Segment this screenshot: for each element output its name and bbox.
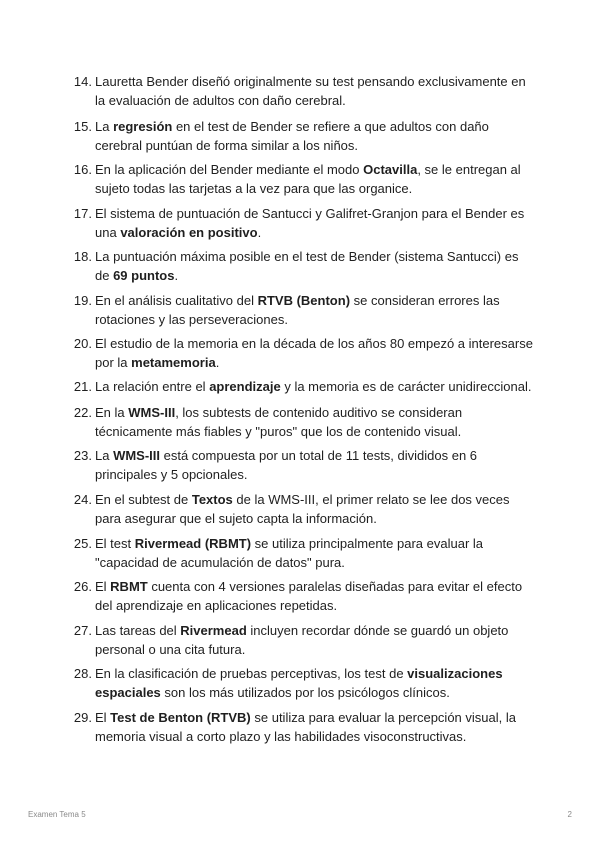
bold-term: WMS-III: [128, 405, 176, 420]
bold-term: RBMT: [110, 579, 148, 594]
question-text: [95, 117, 535, 155]
text-segment: El: [95, 710, 111, 725]
text-segment: , los subtests de contenido auditivo se consideran técnicamente más fiables y "puros" que los de contenido visual.: [95, 405, 463, 439]
question-number: 27.: [73, 623, 92, 638]
question-text: [95, 490, 535, 528]
bold-term: aprendizaje: [209, 379, 281, 394]
bold-term: valoración en positivo: [120, 225, 258, 240]
text-segment: En el análisis cualitativo del: [95, 293, 258, 308]
bold-term: 69 puntos: [113, 268, 175, 283]
text-segment: El: [95, 579, 111, 594]
text-segment: En el subtest de: [95, 492, 192, 507]
question-number: 20.: [73, 336, 92, 351]
bold-term: metamemoria: [131, 355, 216, 370]
question-number: 16.: [73, 162, 92, 177]
question-text: [95, 446, 535, 484]
text-segment: cuenta con 4 versiones paralelas diseñadas para evitar el efecto del aprendizaje en aplicaciones repetidas.: [95, 579, 523, 613]
footer-title: Examen Tema 5: [28, 810, 86, 819]
question-number: 28.: [73, 666, 92, 681]
question-number: 18.: [73, 249, 92, 264]
question-text: [95, 247, 535, 285]
text-segment: En la: [95, 405, 129, 420]
bold-term: Octavilla: [363, 162, 418, 177]
question-number: 29.: [73, 710, 92, 725]
bold-term: RTVB (Benton): [257, 293, 351, 308]
text-segment: y la memoria es de carácter unidireccional.: [280, 379, 532, 394]
text-segment: Las tareas del: [95, 623, 181, 638]
question-text: [95, 72, 535, 110]
text-segment: se utiliza para evaluar la percepción visual, la memoria visual a corto plazo y las habilidades visoconstructivas.: [95, 710, 516, 744]
text-segment: La: [95, 448, 114, 463]
question-number: 25.: [73, 536, 92, 551]
question-number: 23.: [73, 448, 92, 463]
text-segment: .: [257, 225, 262, 240]
question-text: [95, 377, 535, 396]
question-text: [95, 403, 535, 441]
bold-term: Rivermead (RBMT): [134, 536, 252, 551]
text-segment: La puntuación máxima posible en el test de Bender (sistema Santucci) es de: [95, 249, 519, 283]
bold-term: visualizaciones espaciales: [95, 666, 503, 700]
question-text: [95, 664, 535, 702]
text-segment: en el test de Bender se refiere a que adultos con daño cerebral puntúan de forma similar a los niños.: [95, 119, 489, 153]
question-number: 14.: [73, 74, 92, 89]
text-segment: se utiliza principalmente para evaluar la "capacidad de acumulación de datos" pura.: [95, 536, 484, 570]
text-segment: se consideran errores las rotaciones y las perseveraciones.: [95, 293, 500, 327]
text-segment: está compuesta por un total de 11 tests, divididos en 6 principales y 5 opcionales.: [95, 448, 478, 482]
bold-term: Rivermead: [180, 623, 247, 638]
question-text: [95, 577, 535, 615]
question-number: 26.: [73, 579, 92, 594]
text-segment: El sistema de puntuación de Santucci y Galifret-Granjon para el Bender es una: [95, 206, 525, 240]
question-text: [95, 334, 535, 372]
text-segment: de la WMS-III, el primer relato se lee dos veces para asegurar que el sujeto capta la información.: [95, 492, 510, 526]
text-segment: El estudio de la memoria en la década de los años 80 empezó a interesarse por la: [95, 336, 533, 370]
bold-term: Textos: [191, 492, 233, 507]
text-segment: son los más utilizados por los psicólogos clínicos.: [160, 685, 450, 700]
question-number: 19.: [73, 293, 92, 308]
text-segment: En la aplicación del Bender mediante el modo: [95, 162, 364, 177]
question-number: 21.: [73, 379, 92, 394]
question-text: [95, 534, 535, 572]
question-number: 24.: [73, 492, 92, 507]
question-text: [95, 708, 535, 746]
question-text: [95, 160, 535, 198]
question-number: 15.: [73, 119, 92, 134]
text-segment: La: [95, 119, 114, 134]
text-segment: incluyen recordar dónde se guardó un objeto personal o una cita futura.: [95, 623, 509, 657]
bold-term: Test de Benton (RTVB): [110, 710, 251, 725]
page-number: 2: [567, 810, 572, 819]
text-segment: En la clasificación de pruebas perceptivas, los test de: [95, 666, 408, 681]
text-segment: .: [174, 268, 179, 283]
question-number: 17.: [73, 206, 92, 221]
question-text: [95, 204, 535, 242]
text-segment: La relación entre el: [95, 379, 210, 394]
text-segment: Lauretta Bender diseñó originalmente su test pensando exclusivamente en la evaluación de adultos con daño cerebral.: [95, 74, 526, 108]
text-segment: .: [215, 355, 220, 370]
bold-term: regresión: [113, 119, 173, 134]
text-segment: El test: [95, 536, 135, 551]
question-text: [95, 291, 535, 329]
bold-term: WMS-III: [113, 448, 161, 463]
text-segment: , se le entregan al sujeto todas las tarjetas a la vez para que las organice.: [95, 162, 521, 196]
question-text: [95, 621, 535, 659]
question-number: 22.: [73, 405, 92, 420]
